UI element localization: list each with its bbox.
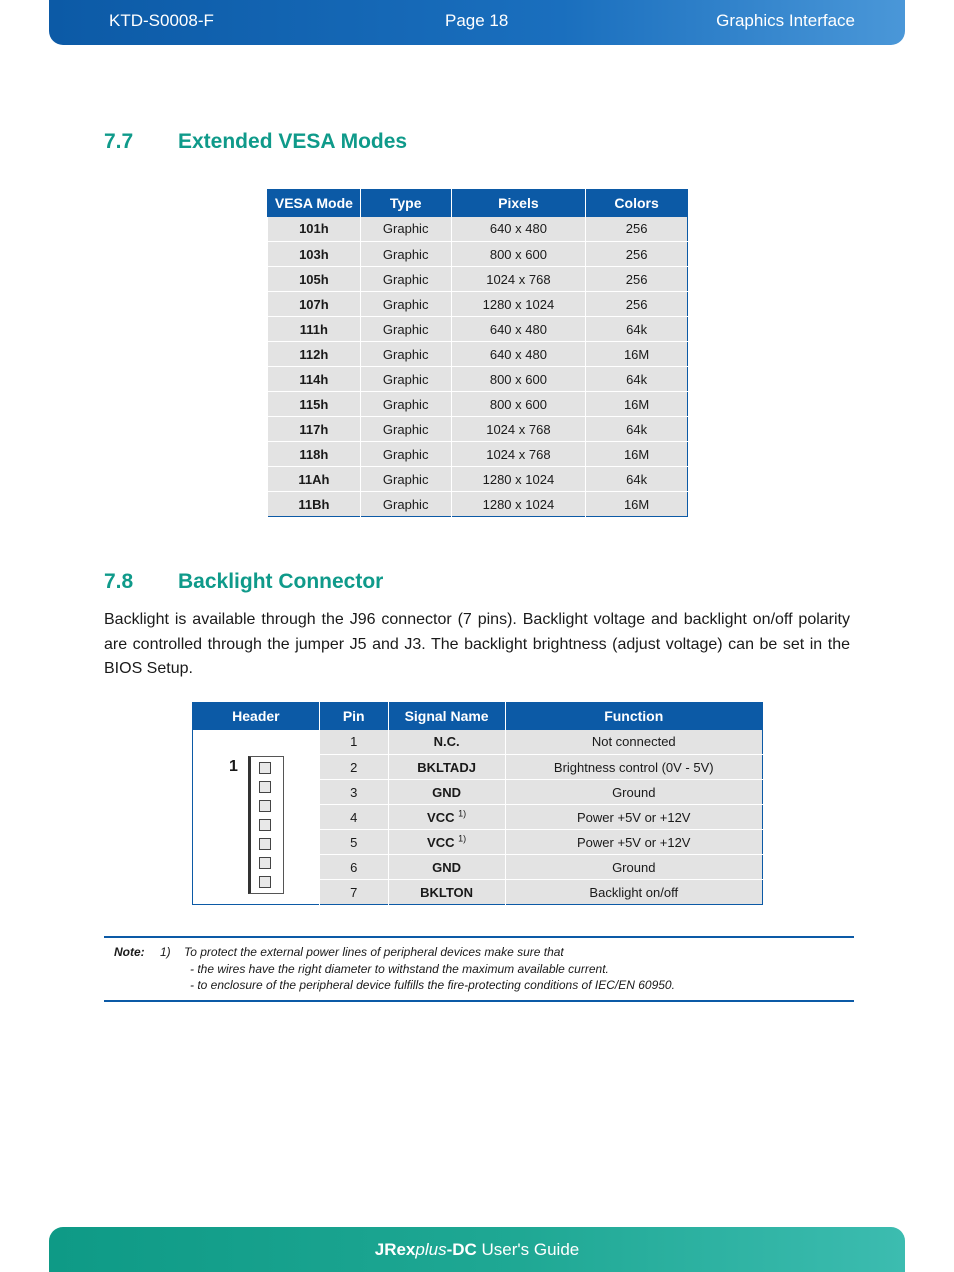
vesa-mode-cell: 114h (268, 367, 361, 392)
colors-cell: 64k (586, 467, 688, 492)
column-header-colors: Colors (586, 190, 688, 217)
pixels-cell: 1024 x 768 (451, 417, 586, 442)
pixels-cell: 640 x 480 (451, 217, 586, 242)
vesa-mode-cell: 118h (268, 442, 361, 467)
vesa-mode-cell: 105h (268, 267, 361, 292)
signal-name: VCC (427, 834, 455, 850)
signal-name-cell (388, 880, 505, 905)
signal-name: GND (432, 784, 462, 800)
colors-cell: 256 (586, 217, 688, 242)
column-header-vesa-mode: VESA Mode (268, 190, 361, 217)
backlight-connector-table (192, 702, 763, 905)
page-number: Page 18 (445, 11, 509, 30)
type-cell: Graphic (360, 467, 451, 492)
type-cell: Graphic (360, 292, 451, 317)
type-cell: Graphic (360, 367, 451, 392)
function-cell: Backlight on/off (505, 880, 763, 905)
section-name: Graphics Interface (716, 11, 855, 30)
pixels-cell: 640 x 480 (451, 317, 586, 342)
signal-name-cell (388, 730, 505, 755)
table-row (268, 467, 688, 492)
function-cell: Power +5V or +12V (505, 805, 763, 830)
connector-header-icon (248, 756, 284, 894)
doc-id: KTD-S0008-F (109, 11, 214, 30)
pin-one-label: 1 (229, 757, 238, 775)
vesa-mode-cell: 117h (268, 417, 361, 442)
section-number: 7.7 (104, 130, 134, 153)
type-cell: Graphic (360, 217, 451, 242)
colors-cell: 64k (586, 417, 688, 442)
section-heading-backlight (104, 570, 383, 594)
type-cell: Graphic (360, 317, 451, 342)
table-row (268, 442, 688, 467)
table-row (193, 730, 763, 755)
table-row (268, 392, 688, 417)
page-footer-bar (49, 1227, 905, 1272)
vesa-mode-cell: 111h (268, 317, 361, 342)
vesa-mode-cell: 115h (268, 392, 361, 417)
page-header-bar (49, 0, 905, 45)
note-index: 1) (160, 945, 171, 959)
pin-cell: 2 (319, 755, 388, 780)
table-row (268, 217, 688, 242)
column-header-pin: Pin (319, 703, 388, 730)
table-row (268, 242, 688, 267)
pin-cell: 4 (319, 805, 388, 830)
pin-cell: 3 (319, 780, 388, 805)
connector-pin-icon (259, 800, 271, 812)
colors-cell: 256 (586, 267, 688, 292)
colors-cell: 16M (586, 392, 688, 417)
pin-cell: 1 (319, 730, 388, 755)
function-cell: Not connected (505, 730, 763, 755)
function-cell: Ground (505, 855, 763, 880)
colors-cell: 64k (586, 317, 688, 342)
vesa-mode-cell: 112h (268, 342, 361, 367)
colors-cell: 256 (586, 292, 688, 317)
connector-pin-icon (259, 876, 271, 888)
signal-name-cell (388, 805, 505, 830)
connector-pin-icon (259, 781, 271, 793)
pixels-cell: 1280 x 1024 (451, 492, 586, 517)
type-cell: Graphic (360, 442, 451, 467)
note-line: - the wires have the right diameter to withstand the maximum available current. (190, 962, 609, 976)
pixels-cell: 1024 x 768 (451, 442, 586, 467)
table-row (268, 342, 688, 367)
table-row (268, 492, 688, 517)
column-header-type: Type (360, 190, 451, 217)
colors-cell: 16M (586, 492, 688, 517)
function-cell: Ground (505, 780, 763, 805)
vesa-mode-cell: 103h (268, 242, 361, 267)
type-cell: Graphic (360, 417, 451, 442)
signal-name-cell (388, 830, 505, 855)
colors-cell: 256 (586, 242, 688, 267)
signal-name: N.C. (433, 734, 460, 750)
pin-cell: 5 (319, 830, 388, 855)
pixels-cell: 1024 x 768 (451, 267, 586, 292)
connector-pin-icon (259, 857, 271, 869)
table-row (268, 267, 688, 292)
signal-name-cell (388, 780, 505, 805)
pixels-cell: 1280 x 1024 (451, 292, 586, 317)
column-header-signal-name: Signal Name (388, 703, 505, 730)
signal-name-cell (388, 855, 505, 880)
section-number: 7.8 (104, 570, 134, 593)
vesa-mode-cell: 101h (268, 217, 361, 242)
signal-name: VCC (427, 809, 455, 825)
backlight-description: Backlight is available through the J96 connector (7 pins). Backlight voltage and backlight on/off polarity are controlled through the jumper J5 and J3. The backlight brightness (adjust voltage) can be set in the BIOS Setup. (104, 611, 850, 677)
footnote-ref: 1) (458, 808, 467, 819)
type-cell: Graphic (360, 342, 451, 367)
type-cell: Graphic (360, 242, 451, 267)
colors-cell: 64k (586, 367, 688, 392)
guide-label: User's Guide (476, 1240, 580, 1259)
note-label: Note: (114, 945, 145, 959)
section-heading-vesa (104, 130, 407, 154)
vesa-mode-cell: 11Bh (268, 492, 361, 517)
pin-cell: 7 (319, 880, 388, 905)
table-row (268, 367, 688, 392)
signal-name: BKLTON (420, 884, 474, 900)
product-name: JRex (374, 1240, 416, 1259)
vesa-mode-cell: 11Ah (268, 467, 361, 492)
table-row (268, 292, 688, 317)
note-line: To protect the external power lines of peripheral devices make sure that (184, 945, 564, 959)
section-title: Backlight Connector (178, 570, 384, 593)
connector-pin-icon (259, 819, 271, 831)
colors-cell: 16M (586, 342, 688, 367)
signal-name: BKLTADJ (417, 759, 476, 775)
connector-pin-icon (259, 838, 271, 850)
section-title: Extended VESA Modes (178, 130, 408, 153)
signal-name: GND (432, 859, 462, 875)
note-line: - to enclosure of the peripheral device fulfills the fire-protecting conditions of IEC/EN 60950. (190, 978, 675, 992)
pixels-cell: 800 x 600 (451, 367, 586, 392)
pixels-cell: 640 x 480 (451, 342, 586, 367)
pixels-cell: 1280 x 1024 (451, 467, 586, 492)
vesa-modes-table (267, 189, 688, 517)
signal-name-cell (388, 755, 505, 780)
footnote-ref: 1) (458, 833, 467, 844)
type-cell: Graphic (360, 492, 451, 517)
pin-cell: 6 (319, 855, 388, 880)
function-cell: Brightness control (0V - 5V) (505, 755, 763, 780)
table-header-row (268, 190, 688, 217)
pixels-cell: 800 x 600 (451, 242, 586, 267)
table-row (268, 317, 688, 342)
type-cell: Graphic (360, 392, 451, 417)
table-row (268, 417, 688, 442)
note-box (104, 936, 854, 1002)
product-variant: -DC (446, 1240, 477, 1259)
connector-pin-icon (259, 762, 271, 774)
table-header-row (193, 703, 763, 730)
connector-diagram-cell (193, 730, 320, 905)
product-name-suffix: plus (415, 1240, 447, 1259)
type-cell: Graphic (360, 267, 451, 292)
vesa-mode-cell: 107h (268, 292, 361, 317)
colors-cell: 16M (586, 442, 688, 467)
column-header-pixels: Pixels (451, 190, 586, 217)
column-header-header: Header (193, 703, 320, 730)
function-cell: Power +5V or +12V (505, 830, 763, 855)
pixels-cell: 800 x 600 (451, 392, 586, 417)
column-header-function: Function (505, 703, 763, 730)
